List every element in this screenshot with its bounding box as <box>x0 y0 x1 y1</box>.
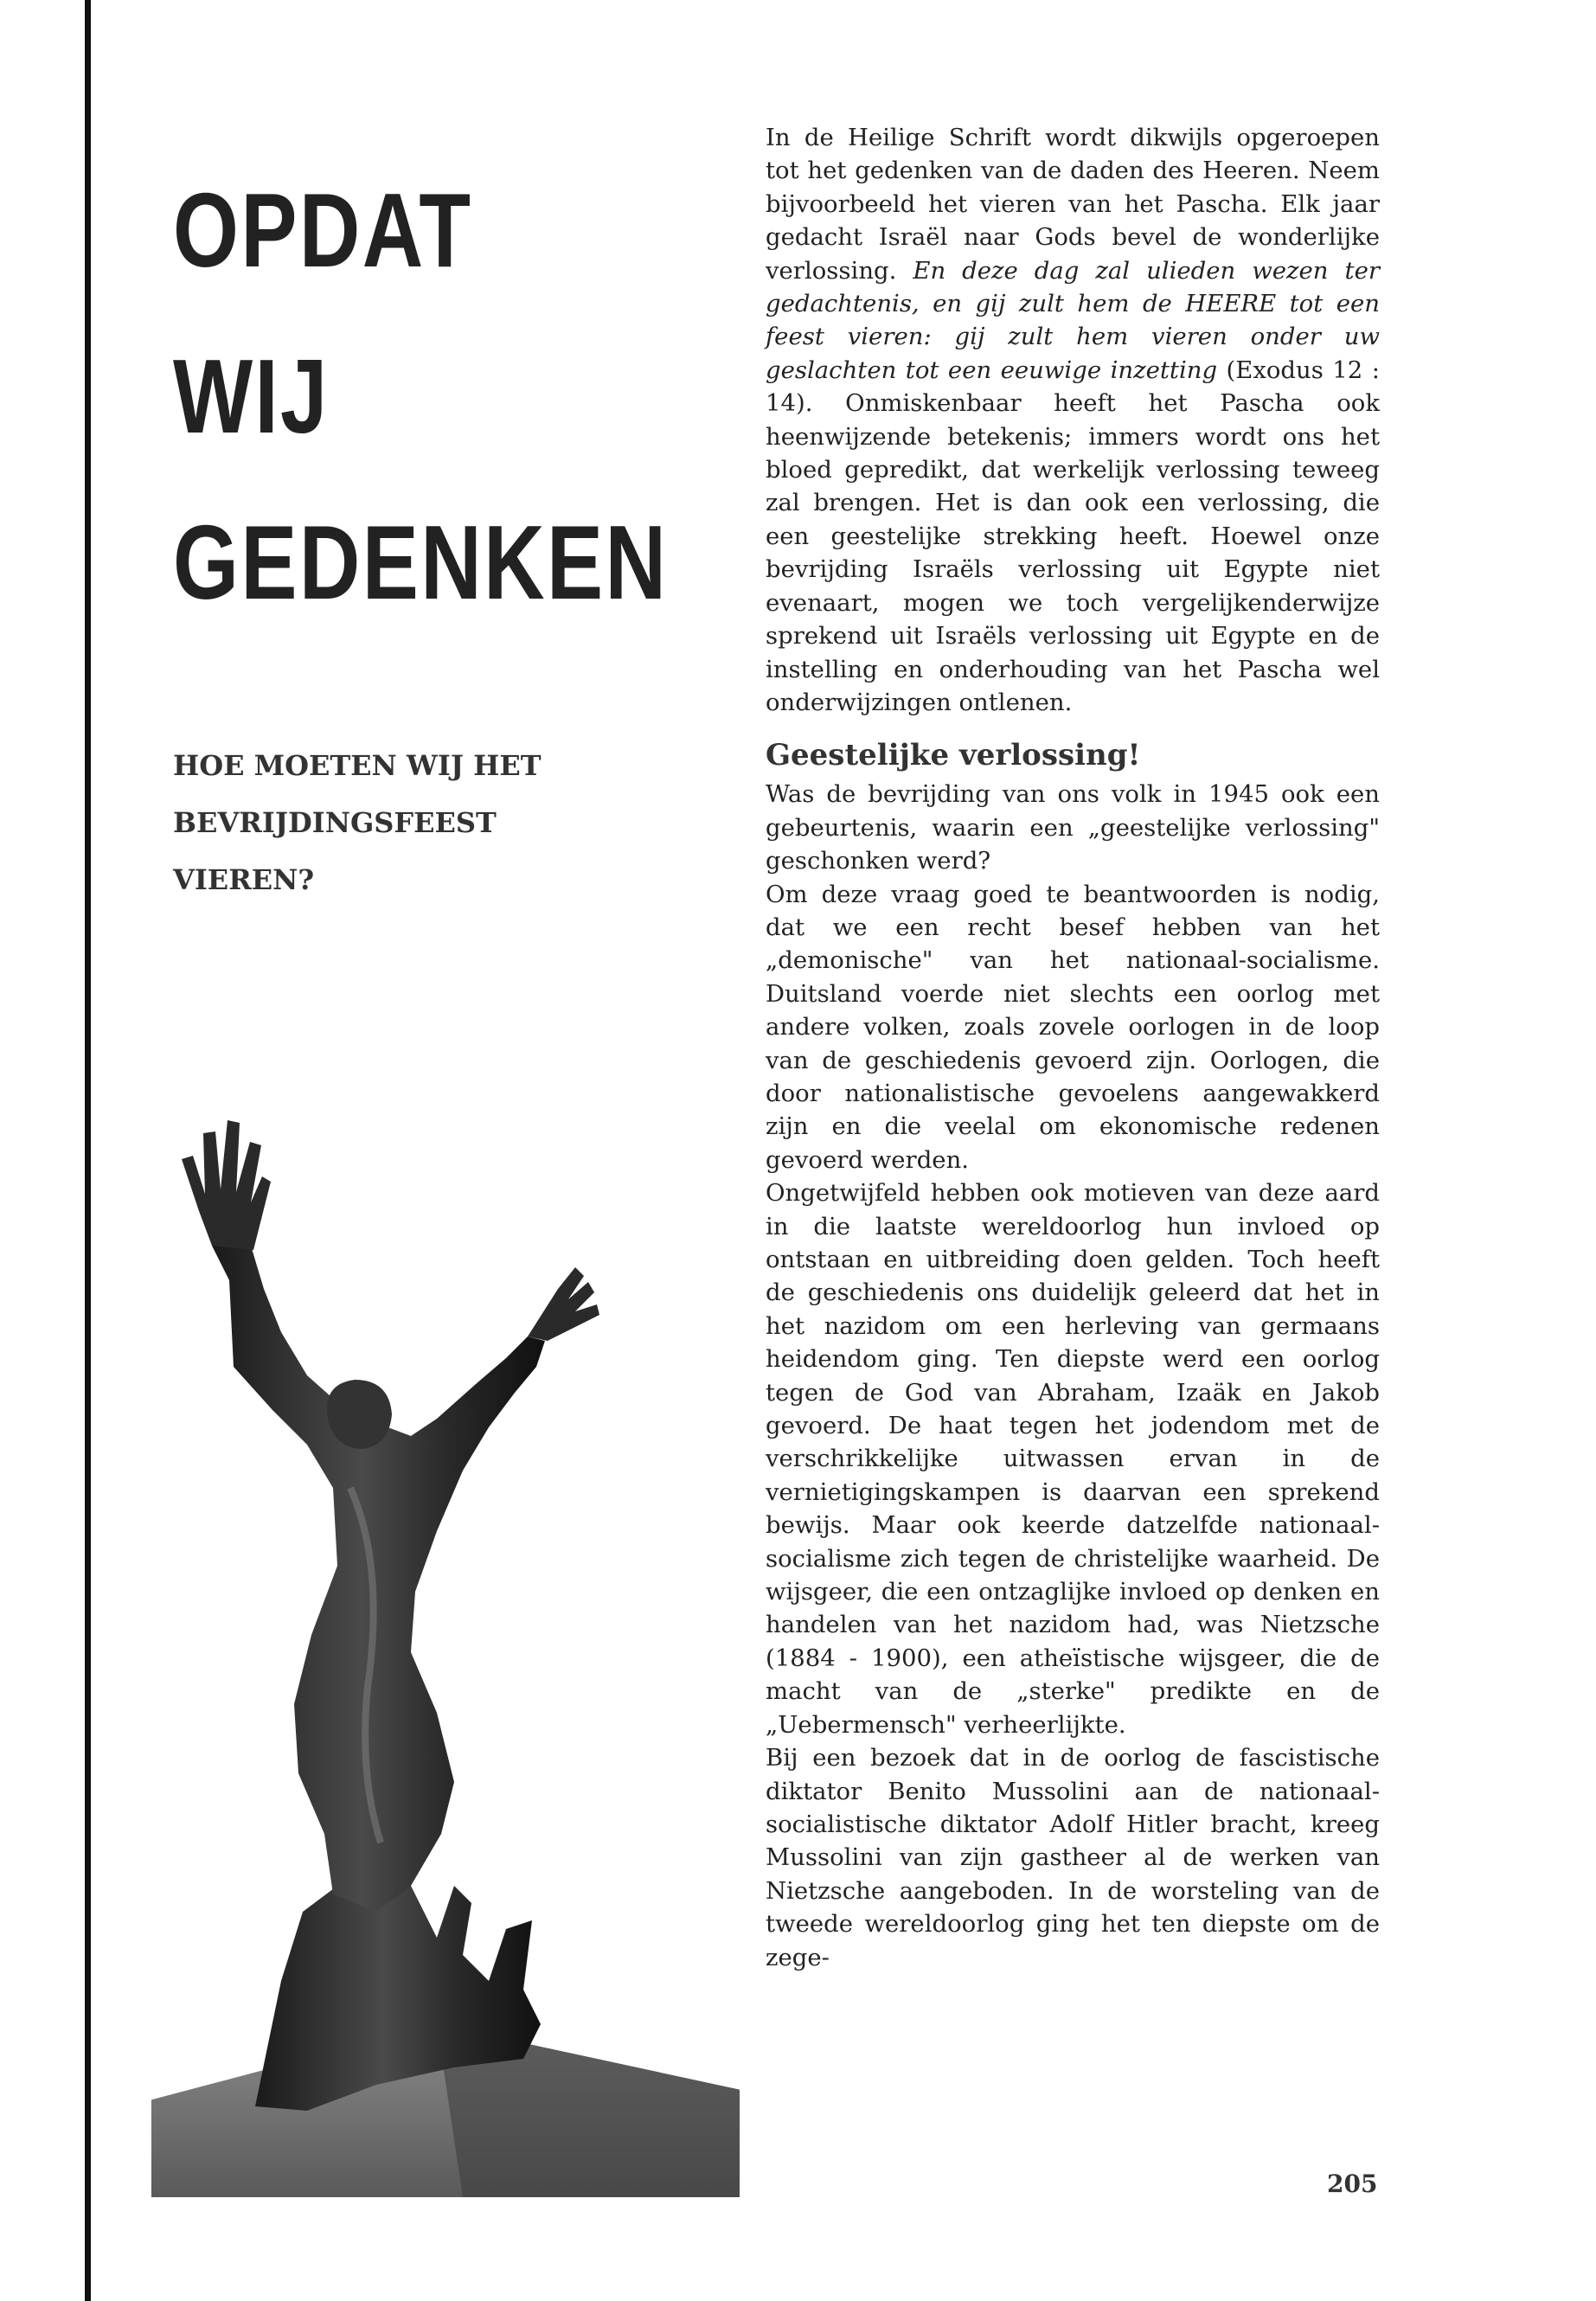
subtitle-line-1: HOE MOETEN WIJ HET <box>173 749 542 782</box>
scripture-quote: En deze dag zal ulieden wezen ter gedachtenis, en gij zult hem de HEERE tot een feest vieren: gij zult hem vieren onder uw geslachten tot een eeuwige inzetting <box>766 256 1380 384</box>
body-paragraph <box>766 121 1380 719</box>
statue-other-hand <box>528 1267 599 1341</box>
statue-photo <box>151 1081 740 2197</box>
article-body <box>766 121 1380 1974</box>
subtitle-line-2: BEVRIJDINGSFEEST <box>173 806 497 839</box>
article-subtitle <box>173 737 657 908</box>
body-paragraph: Ongetwijfeld hebben ook motieven van deze aard in die laatste wereldoorlog hun invloed op ontstaan en uitbreiding doen gelden. Toch heeft de geschiedenis ons duidelijk geleerd dat het in het nazidom om een herleving van germaans heidendom ging. Ten diepste werd een oorlog tegen de God van Abraham, Izaäk en Jakob gevoerd. De haat tegen het jodendom met de verschrikkelijke uitwassen ervan in de vernietigingskampen is daarvan een sprekend bewijs. Maar ook keerde datzelfde nationaal-socialisme zich tegen de christelijke waarheid. De wijsgeer, die een ontzaglijke invloed op denken en handelen van het nazidom had, was Nietzsche (1884 - 1900), een atheïstische wijsgeer, die de macht van de „sterke" predikte en de „Uebermensch" verheerlijkte. <box>766 1179 1380 1739</box>
body-paragraph: Om deze vraag goed te beantwoorden is nodig, dat we een recht besef hebben van het „demonische" van het nationaal-socialisme. Duitsland voerde niet slechts een oorlog met andere volken, zoals zovele oorlogen in de loop van de geschiedenis gevoerd zijn. Oorlogen, die door nationalistische gevoelens aangewakkerd zijn en die veelal om ekonomische redenen gevoerd werden. <box>766 880 1380 1174</box>
body-text: (Exodus 12 : 14). Onmiskenbaar heeft het Pascha ook heenwijzende betekenis; immers wordt ons het bloed gepredikt, dat werkelijk verlossing teweeg zal brengen. Het is dan ook een verlossing, die een geestelijke strekking heeft. Hoewel onze bevrijding Israëls verlossing uit Egypte niet evenaart, mogen we toch vergelijkenderwijze sprekend uit Israëls verlossing uit Egypte en de instelling en onderhouding van het Pascha wel onderwijzingen ontlenen. <box>766 356 1381 716</box>
statue-body <box>212 1246 545 1912</box>
page-number: 205 <box>1327 2170 1378 2198</box>
statue-raised-hand <box>182 1120 271 1250</box>
body-paragraph: Bij een bezoek dat in de oorlog de fascistische diktator Benito Mussolini aan de nationaal-socialistische diktator Adolf Hitler bracht, kreeg Mussolini van zijn gastheer al de werken van Nietzsche aangeboden. In de worsteling van de tweede wereldoorlog ging het ten diepste om de zege- <box>766 1744 1380 1971</box>
title-line-1: OPDAT <box>173 171 473 289</box>
subtitle-line-3: VIEREN? <box>173 863 315 896</box>
body-text: In de Heilige Schrift wordt dikwijls opgeroepen tot het gedenken van de daden des Heeren. Neem bijvoorbeeld het vieren van het Pascha. Elk jaar gedacht Israël naar Gods bevel de wonderlijke verlossing. <box>766 124 1380 285</box>
article-title <box>173 147 668 645</box>
section-heading: Geestelijke verlossing! <box>766 738 1141 773</box>
title-line-3: GEDENKEN <box>173 503 669 621</box>
body-paragraph: Was de bevrijding van ons volk in 1945 ook een gebeurtenis, waarin een „geestelijke verlossing" geschonken werd? <box>766 780 1380 875</box>
binding-edge-rule <box>85 0 91 2301</box>
title-line-2: WIJ <box>173 337 330 455</box>
